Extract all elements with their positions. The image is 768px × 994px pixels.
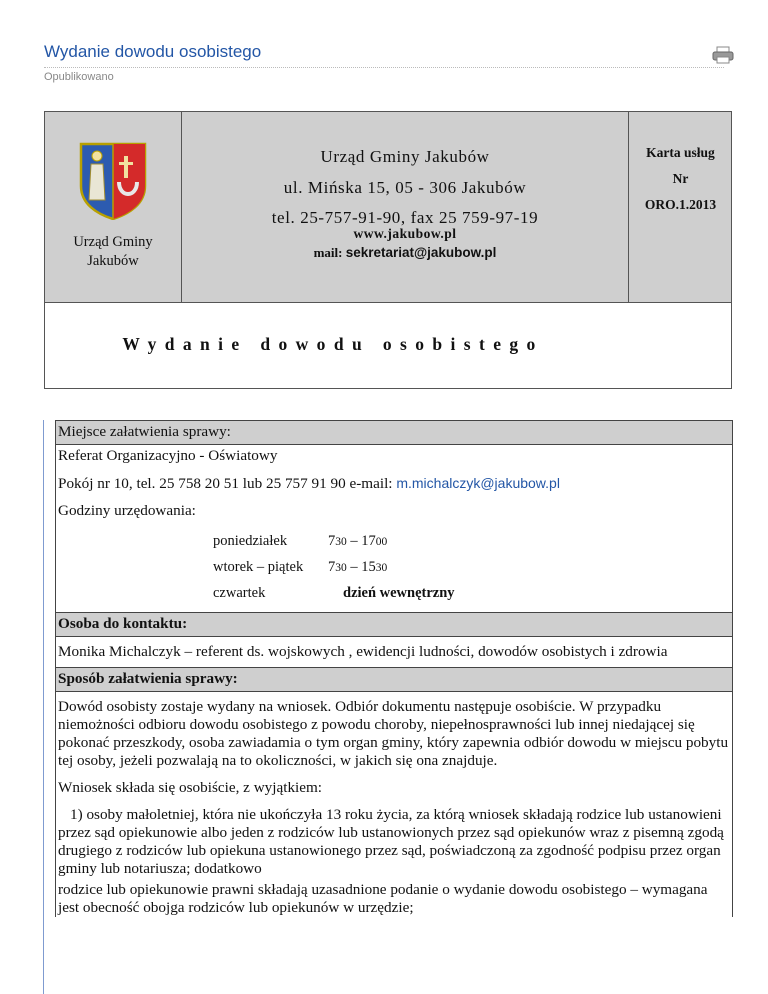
card-nr-value: ORO.1.2013 — [644, 197, 717, 212]
header-top-row — [45, 112, 731, 303]
page-title[interactable]: Wydanie dowodu osobistego — [44, 42, 262, 61]
method-paragraph-1: Dowód osobisty zostaje wydany na wniosek. Odbiór dokumentu następuje osobiście. W przypadku niemożności odbioru dowodu osobistego z powodu choroby, niepełnosprawności lub innej niedającej się pokonać przeszkody, osoba zawiadamia o tym organ gminy, który zapewnia odbiór dowodu w miejscu pobytu tej osoby, jeżeli pozwalają na to okoliczności, w jakich się ona znajduje. — [58, 698, 729, 769]
hours-day-2: wtorek – piątek — [213, 559, 304, 575]
department: Referat Organizacyjno - Oświatowy — [58, 447, 278, 464]
hours-thursday-note: dzień wewnętrzny — [343, 585, 455, 601]
hours-day-3: czwartek — [213, 585, 266, 601]
contact-details: Monika Michalczyk – referent ds. wojskowych , ewidencji ludności, dowodów osobistych i zdrowia — [56, 637, 732, 668]
method-paragraph-3: 1) osoby małoletniej, która nie ukończyła 13 roku życia, za którą wniosek składają rodzice lub ustanowieni przez sąd opiekunowie albo jeden z rodziców lub ustanowionych przez sąd opiekunów wraz z pisemną zgodą drugiego z rodziców lub opiekuna ustanowionego przez sąd, poświadczoną za zgodność podpisu przez organ gminy lub notariusza; dodatkowo — [58, 806, 724, 877]
office-phone: tel. 25-757-91-90, fax 25 759-97-19 — [271, 208, 539, 227]
place-details — [56, 445, 732, 613]
method-details — [56, 692, 732, 917]
office-name-left: Urząd Gminy Jakubów — [73, 234, 153, 269]
print-icon[interactable] — [712, 46, 734, 64]
card-label: Karta usług — [646, 145, 715, 160]
method-paragraph-4: rodzice lub opiekunowie prawni składają uzasadnione podanie o wydanie dowodu osobistego – wymagana jest obecność obojga rodziców lub opiekunów w urzędzie; — [58, 881, 708, 916]
office-hours — [58, 520, 730, 609]
room-line — [58, 474, 730, 493]
header-logo-cell — [45, 112, 182, 302]
service-details-table — [55, 420, 733, 917]
place-header: Miejsce załatwienia sprawy: — [56, 421, 732, 445]
published-label: Opublikowano — [44, 71, 114, 83]
method-header: Sposób załatwienia sprawy: — [56, 668, 732, 692]
hours-time-1: 730 – 1700 — [328, 533, 388, 549]
method-paragraph-2: Wniosek składa się osobiście, z wyjątkiem: — [58, 779, 323, 796]
document-title: Wydanie dowodu osobistego — [122, 334, 544, 354]
room-email-link[interactable]: m.michalczyk@jakubow.pl — [396, 475, 560, 491]
header-address-cell — [182, 112, 628, 302]
office-website[interactable]: www.jakubow.pl — [353, 226, 457, 241]
office-name: Urząd Gminy Jakubów — [320, 147, 490, 166]
title-divider — [44, 67, 724, 68]
office-address: ul. Mińska 15, 05 - 306 Jakubów — [283, 178, 527, 197]
header-card-cell — [628, 112, 732, 302]
office-mail[interactable]: sekretariat@jakubow.pl — [345, 245, 497, 260]
card-nr-label: Nr — [672, 171, 689, 186]
hours-time-2: 730 – 1530 — [328, 559, 388, 575]
office-mail-line — [182, 245, 628, 261]
margin-guide — [43, 420, 44, 994]
mail-label: mail: — [313, 245, 343, 260]
coat-of-arms-icon — [79, 142, 147, 220]
room-text: Pokój nr 10, tel. 25 758 20 51 lub 25 757 91 90 e-mail: — [58, 475, 393, 492]
hours-label: Godziny urzędowania: — [58, 502, 196, 519]
service-card-header — [44, 111, 732, 389]
hours-day-1: poniedziałek — [213, 533, 288, 549]
contact-header: Osoba do kontaktu: — [56, 613, 732, 637]
